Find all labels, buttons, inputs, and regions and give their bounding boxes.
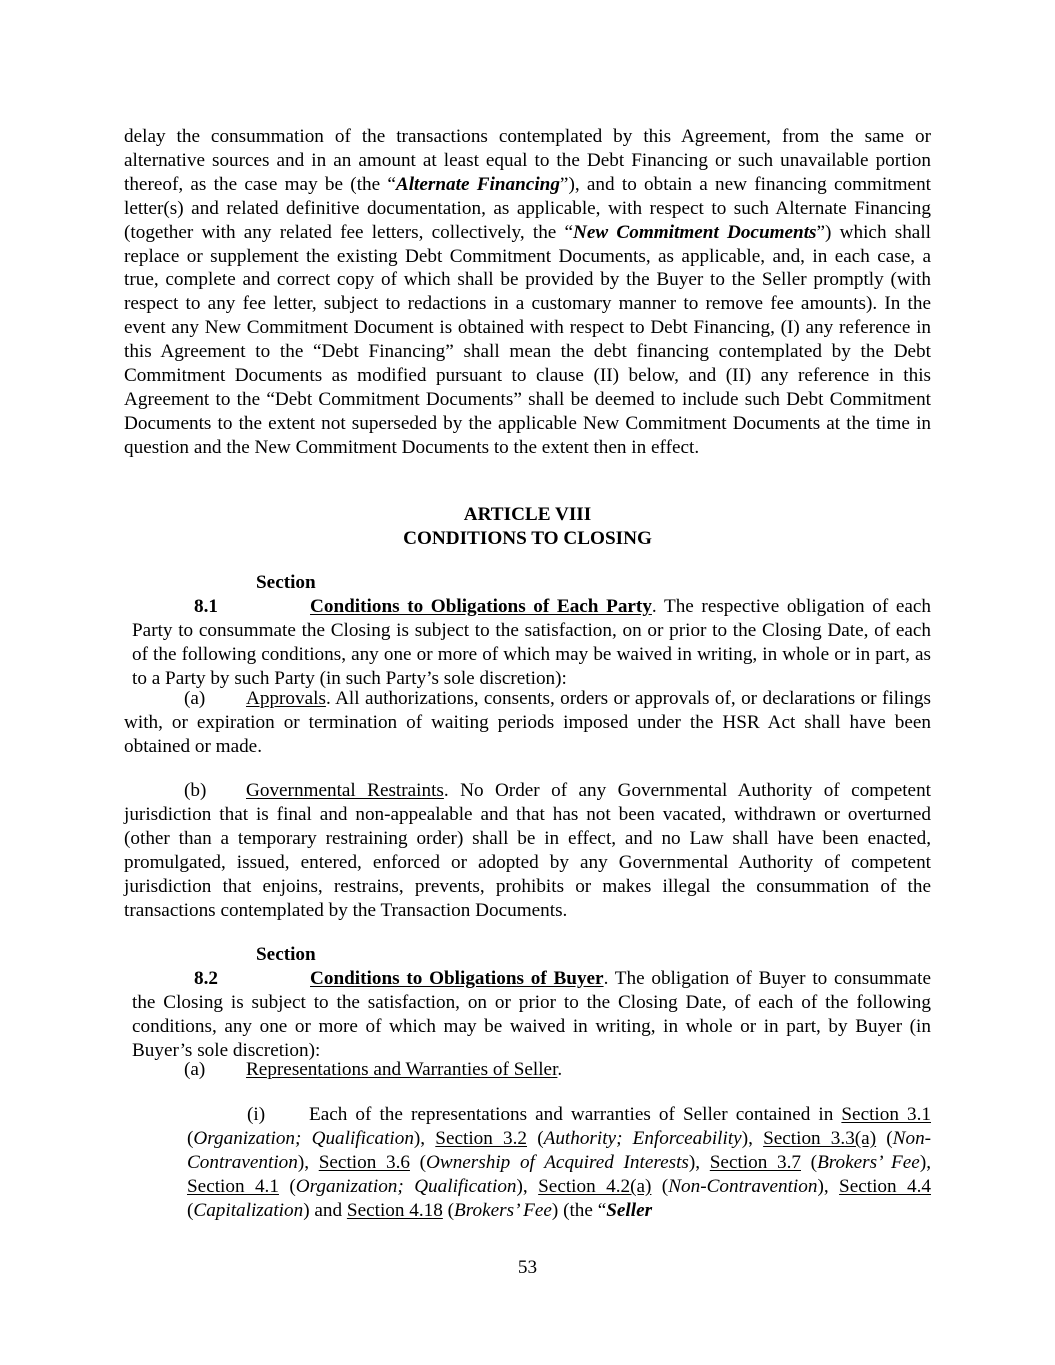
section-reference: Section 4.1 <box>187 1175 279 1197</box>
section-reference: Section 4.2(a) <box>538 1175 652 1197</box>
section-8-1-b-paragraph: (b) Governmental Restraints. No Order of any Governmental Authority of competent jurisdiction that is final and non-appealable and that has not been vacated, withdrawn or overturned (other than a temporary restraining order) shall be in effect, and no Law shall have been enacted, promulgated, issued, entered, enforced or adopted by any Governmental Authority of competent jurisdiction that enjoins, restrains, prevents, prohibits or makes illegal the consummation of the transactions contemplated by the Transaction Documents. <box>124 780 931 921</box>
section-8-1-paragraph: Section 8.1 Conditions to Obligations of Each Party. The respective obligation of each Party to consummate the Closing is subject to the satisfaction, on or prior to the Closing Date, of each of the following conditions, any one or more of which may be waived in writing, in whole or in part, as to a Party by such Party (in such Party’s sole discretion): <box>132 572 931 689</box>
section-8-1-a-paragraph: (a) Approvals. All authorizations, consents, orders or approvals of, or declarations or filings with, or expiration or termination of waiting periods imposed under the HSR Act shall have been obtained or made. <box>124 688 931 757</box>
defined-term-seller: Seller <box>606 1199 653 1221</box>
section-reference: Section 4.18 <box>346 1199 443 1221</box>
section-reference: Section 3.1 <box>841 1104 931 1125</box>
section-8-2-title: Conditions to Obligations of Buyer <box>310 967 604 989</box>
defined-term-alternate-financing: Alternate Financing <box>395 173 560 195</box>
section-8-1-title: Conditions to Obligations of Each Party <box>310 595 652 617</box>
section-reference: Section 3.7 <box>709 1151 801 1173</box>
subclause-label: (i) <box>247 1104 266 1125</box>
clause-caption-governmental-restraints: Governmental Restraints <box>246 780 444 801</box>
section-reference: Section 3.3(a) <box>763 1127 877 1149</box>
clause-label: (a) <box>184 688 206 709</box>
section-8-2-a-paragraph: (a) Representations and Warranties of Seller. <box>184 1059 563 1080</box>
section-8-2-number: Section 8.2 <box>194 944 316 989</box>
page-number: 53 <box>517 1257 538 1278</box>
clause-caption-representations: Representations and Warranties of Seller <box>246 1059 558 1080</box>
section-reference: Section 4.4 <box>839 1175 931 1197</box>
article-title: CONDITIONS TO CLOSING <box>403 528 652 549</box>
section-reference: Section 3.2 <box>435 1127 528 1149</box>
section-reference: Section 3.6 <box>318 1151 410 1173</box>
clause-caption-approvals: Approvals <box>246 688 326 709</box>
section-8-2-paragraph: Section 8.2 Conditions to Obligations of Buyer. The obligation of Buyer to consummate the Closing is subject to the satisfaction, on or prior to the Closing Date, of each of the following conditions, any one or more of which may be waived in writing, in whole or in part, by Buyer (in Buyer’s sole discretion): <box>132 944 931 1061</box>
carryover-paragraph: delay the consummation of the transactions contemplated by this Agreement, from the same or alternative sources and in an amount at least equal to the Debt Financing or such unavailable portion thereof, as the case may be (the “Alternate Financing”), and to obtain a new financing commitment letter(s) and related definitive documentation, as applicable, with respect to such Alternate Financing (together with any related fee letters, collectively, the “New Commitment Documents”) which shall replace or supplement the existing Debt Commitment Documents, as applicable, and, in each case, a true, complete and correct copy of which shall be provided by the Buyer to the Seller promptly (with respect to any fee letter, subject to redactions in a customary manner to remove fee amounts). In the event any New Commitment Document is obtained with respect to Debt Financing, (I) any reference in this Agreement to the “Debt Financing” shall mean the debt financing contemplated by the Debt Commitment Documents as modified pursuant to clause (II) below, and (II) any reference in this Agreement to the “Debt Commitment Documents” shall be deemed to include such Debt Commitment Documents to the extent not superseded by the applicable New Commitment Documents at the time in question and the New Commitment Documents to the extent then in effect. <box>124 126 931 458</box>
section-8-2-a-i-paragraph: (i) Each of the representations and warranties of Seller contained in Section 3.1 (Organization; Qualification), Section 3.2 (Authority; Enforceability), Section 3.3(a) (Non-Contravention), Section 3.6 (Ownership of Acquired Interests), Section 3.7 (Brokers’ Fee), Section 4.1 (Organization; Qualification), Section 4.2(a) (Non-Contravention), Section 4.4 (Capitalization) and Section 4.18 (Brokers’ Fee) (the “Seller <box>187 1104 932 1221</box>
section-8-1-number: Section 8.1 <box>194 572 316 617</box>
clause-label: (b) <box>184 780 207 801</box>
clause-label: (a) <box>184 1059 206 1080</box>
article-number: ARTICLE VIII <box>463 504 592 525</box>
defined-term-new-commitment-documents: New Commitment Documents <box>573 221 817 243</box>
